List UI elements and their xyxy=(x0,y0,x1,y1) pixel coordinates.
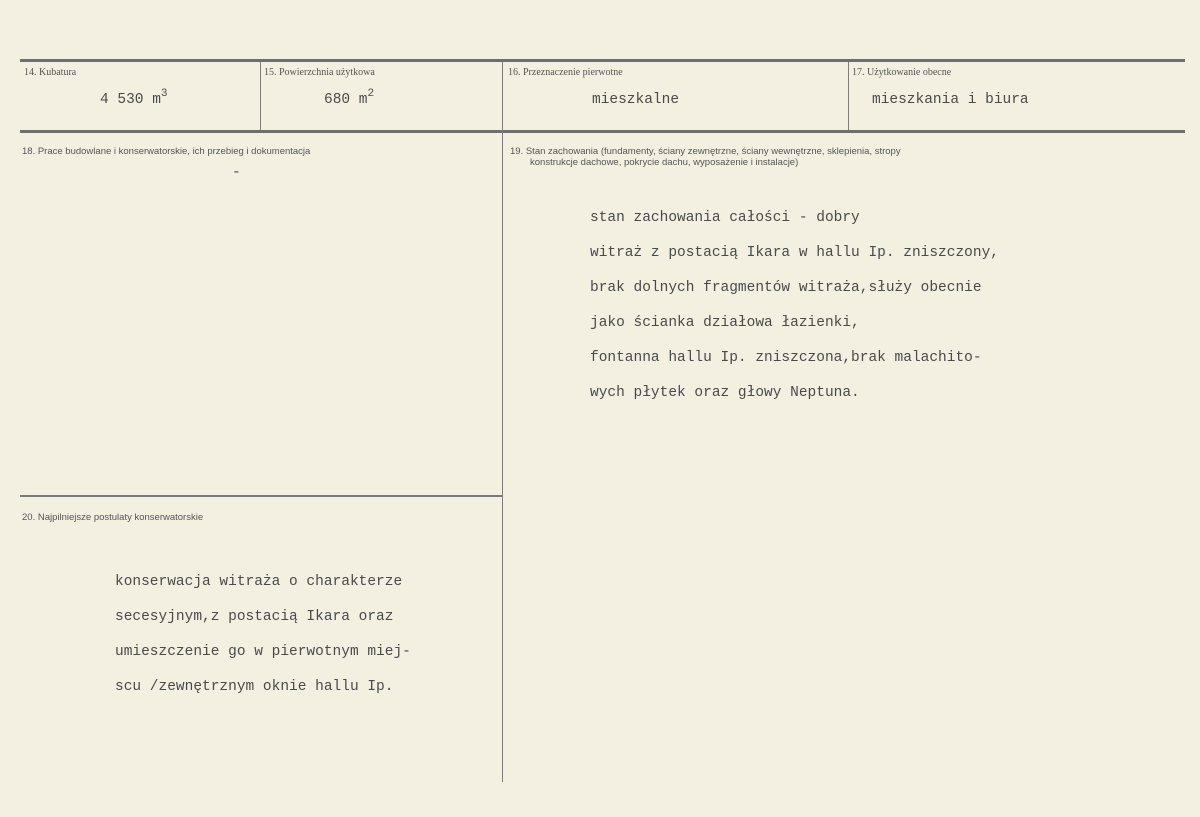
field-16-label: 16. Przeznaczenie pierwotne xyxy=(508,67,623,78)
field-16-value: mieszkalne xyxy=(592,92,680,108)
text-line: stan zachowania całości - dobry xyxy=(590,209,860,226)
text-line: witraż z postacią Ikara w hallu Ip. zniszczony, xyxy=(590,244,999,261)
field-18-value: - xyxy=(232,165,241,181)
field-17-value: mieszkania i biura xyxy=(872,92,1029,108)
field-19-text xyxy=(590,192,999,420)
top-rule xyxy=(20,59,1185,62)
column-divider-1 xyxy=(260,62,261,130)
field-18-label: 18. Prace budowlane i konserwatorskie, ich przebieg i dokumentacja xyxy=(22,146,311,157)
text-line: fontanna hallu Ip. zniszczona,brak malachito- xyxy=(590,349,982,366)
text-line: scu /zewnętrznym oknie hallu Ip. xyxy=(115,678,394,695)
column-divider-3 xyxy=(848,62,849,130)
text-line: umieszczenie go w pierwotnym miej- xyxy=(115,643,411,660)
column-divider-2 xyxy=(502,62,503,782)
text-line: jako ścianka działowa łazienki, xyxy=(590,314,860,331)
field-20-text xyxy=(115,556,411,714)
text-line: wych płytek oraz głowy Neptuna. xyxy=(590,384,860,401)
field-20-label: 20. Najpilniejsze postulaty konserwatorskie xyxy=(22,512,204,523)
field-15-label: 15. Powierzchnia użytkowa xyxy=(264,67,375,78)
field-15-value: 680 $m^2$ xyxy=(324,88,375,108)
field-19-label-line-2: konstrukcje dachowe, pokrycie dachu, wyposażenie i instalacje) xyxy=(530,157,799,168)
field-14-label: 14. Kubatura xyxy=(24,67,77,78)
text-line: konserwacja witraża o charakterze xyxy=(115,573,403,590)
row-divider xyxy=(20,130,1185,133)
text-line: secesyjnym,z postacią Ikara oraz xyxy=(115,608,394,625)
field-17-label: 17. Użytkowanie obecne xyxy=(852,67,952,78)
field-19-label-line-1: 19. Stan zachowania (fundamenty, ściany zewnętrzne, ściany wewnętrzne, sklepienia, stropy xyxy=(510,146,901,157)
text-line: brak dolnych fragmentów witraża,służy obecnie xyxy=(590,279,982,296)
field-14-value: 4 530 $m^3$ xyxy=(100,88,168,108)
section-divider-left xyxy=(20,495,502,497)
